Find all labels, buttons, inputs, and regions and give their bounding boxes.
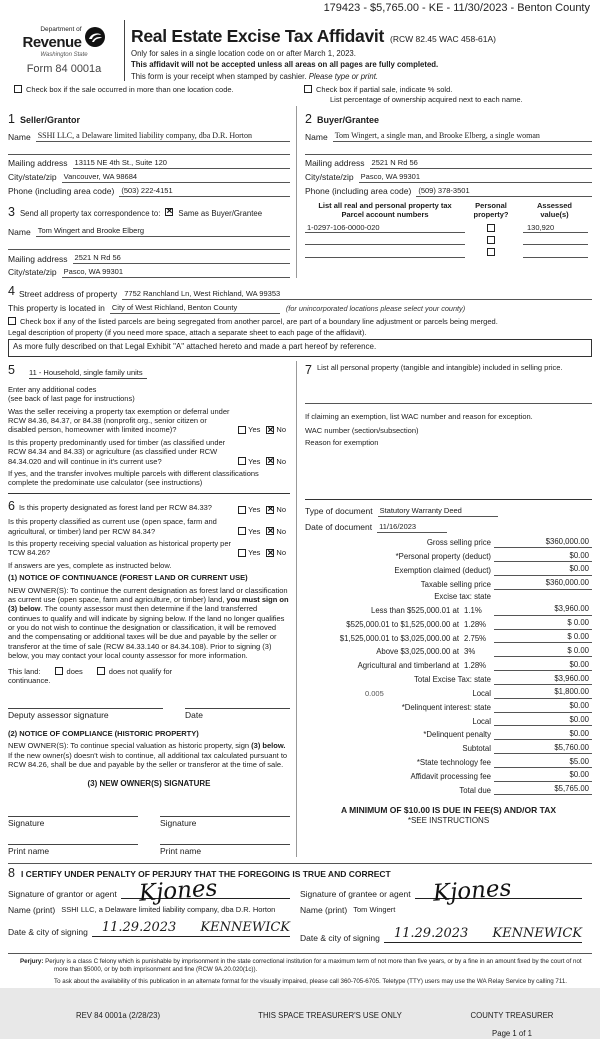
- parcel-number-field[interactable]: [305, 236, 465, 245]
- fee-table: [305, 537, 592, 796]
- doc-type-field[interactable]: Statutory Warranty Deed: [378, 506, 498, 517]
- personal-property-checkbox[interactable]: [487, 248, 495, 256]
- delinquent-interest-local-field[interactable]: $0.00: [494, 715, 592, 726]
- agricultural-rate-field[interactable]: 1.28%: [464, 661, 487, 671]
- tax-corr-mailing-label: Mailing address: [8, 253, 68, 264]
- fee-label: Taxable selling price: [420, 579, 491, 589]
- header-note-1: Only for sales in a single location code on or after March 1, 2023.: [131, 49, 356, 59]
- seller-name-field[interactable]: SSHI LLC, a Delaware limited liability company, dba D.R. Horton: [36, 131, 290, 143]
- total-excise-state-field[interactable]: $3,960.00: [494, 674, 592, 685]
- fee-label: Exemption claimed (deduct): [394, 565, 491, 575]
- doc-date-field[interactable]: 11/16/2023: [377, 522, 447, 533]
- no-label: No: [276, 456, 286, 466]
- s5-question2: Is this property predominantly used for timber (as classified under RCW 84.34 and 84.33) or agriculture (as classified under RCW 84.34.020 and will continue in it's current use?: [8, 437, 226, 466]
- partial-sale-checkbox[interactable]: [304, 85, 312, 93]
- located-in-label: This property is located in: [8, 302, 105, 313]
- fee-label: Above $3,025,000.00 at: [376, 647, 459, 657]
- seller-mailing-label: Mailing address: [8, 158, 68, 169]
- segregated-checkbox[interactable]: [8, 317, 16, 325]
- s6-q1-no-checkbox[interactable]: [266, 506, 274, 514]
- s6-q3-no-checkbox[interactable]: [266, 549, 274, 557]
- parcel-number-field[interactable]: [305, 249, 465, 258]
- exemption-claimed-field[interactable]: $0.00: [494, 564, 592, 575]
- no-label: No: [276, 504, 286, 514]
- grantee-signature: Kjones: [431, 874, 512, 907]
- exemption-label: If claiming an exemption, list WAC number and reason for exception.: [305, 411, 533, 421]
- personal-property-col-header: Personal property?: [473, 200, 509, 220]
- perjury-lead: Perjury:: [20, 958, 44, 966]
- personal-property-list-label: List all personal property (tangible and intangible) included in selling price.: [316, 363, 563, 373]
- s6-if-answers: If answers are yes, complete as instructed below.: [8, 560, 172, 570]
- fee-label: Local: [472, 716, 491, 726]
- s6-q2-yes-checkbox[interactable]: [238, 527, 246, 535]
- dor-logo: [8, 18, 120, 82]
- signature-label: Signature: [8, 818, 45, 829]
- section1-number: 1: [8, 112, 15, 127]
- signature-label: Signature: [160, 818, 197, 829]
- grantee-date-handwritten: 11.29.2023: [393, 925, 469, 941]
- county-treasurer-label: COUNTY TREASURER: [470, 1011, 554, 1021]
- header-note-3: [131, 72, 592, 82]
- parcel-col-header: List all real and personal property tax Parcel account numbers: [318, 200, 452, 220]
- personal-property-list-field[interactable]: [305, 395, 592, 404]
- tax-corr-mailing-field[interactable]: 2521 N Rd 56: [73, 253, 290, 264]
- seller-city-field[interactable]: Vancouver, WA 98684: [62, 172, 290, 183]
- form-number: Form 84 0001a: [26, 63, 102, 76]
- certify-statement: I CERTIFY UNDER PENALTY OF PERJURY THAT THE FOREGOING IS TRUE AND CORRECT: [20, 868, 391, 879]
- fee-label: *Personal property (deduct): [395, 552, 491, 562]
- s6-question3: Is this property receiving special valuation as historical property per TCW 84.26?: [8, 539, 232, 558]
- does-label: does: [66, 666, 83, 676]
- section4: [8, 284, 592, 357]
- tax-corr-city-label: City/state/zip: [8, 267, 57, 278]
- buyer-mailing-label: Mailing address: [305, 158, 365, 169]
- grantor-date-city-field[interactable]: [92, 920, 290, 937]
- section6-number: 6: [8, 498, 15, 513]
- buyer-phone-label: Phone (including area code): [305, 186, 412, 197]
- buyer-mailing-field[interactable]: 2521 N Rd 56: [370, 158, 592, 169]
- new-owner-print-name-field-1[interactable]: [8, 835, 138, 845]
- s6-question1: Is this property designated as forest land per RCW 84.33?: [18, 502, 212, 512]
- partial-sale-label: Check box if partial sale, indicate % sold.: [316, 85, 453, 95]
- deputy-assessor-label: Deputy assessor signature: [8, 710, 109, 721]
- buyer-name-label: Name: [305, 131, 328, 142]
- local-rate-value: 0.005: [365, 689, 384, 699]
- same-as-buyer-label: Same as Buyer/Grantee: [178, 208, 263, 218]
- grantor-city-handwritten: KENNEWICK: [200, 919, 290, 935]
- logo-state-text: Washington State: [40, 51, 88, 58]
- located-in-field[interactable]: City of West Richland, Benton County: [110, 303, 280, 314]
- local-excise-field[interactable]: $1,800.00: [494, 687, 592, 698]
- grantee-print-name-label: Name (print): [300, 905, 348, 916]
- affidavit-processing-fee-field[interactable]: $0.00: [494, 770, 592, 781]
- header-note-3-text: This form is your receipt when stamped by cashier.: [131, 71, 307, 81]
- section8: [8, 863, 592, 944]
- s5-q2-no-checkbox[interactable]: [266, 457, 274, 465]
- land-use-code-field[interactable]: 11 - Household, single family units: [29, 368, 147, 379]
- this-land-label: This land:: [8, 666, 41, 676]
- section7-number: 7: [305, 363, 312, 378]
- section1-title: Seller/Grantor: [19, 115, 80, 126]
- seller-name-extra-line[interactable]: [8, 146, 290, 155]
- grantor-signature-field[interactable]: [121, 874, 290, 907]
- fee-label: Agricultural and timberland at: [357, 661, 459, 671]
- notice1-body: NEW OWNER(S): To continue the current designation as forest land or classification as current use (open space, farm and agriculture, or timber) land, you must sign on (3) below. The county assessor must then determine if the land transferred continues to qualify and will indicate by signing below. If the land no longer qualifies or you do not wish to continue the designation or classification, it will be removed and the compensating or additional taxes will be due and payable by the seller or transferor at the time of sale (RCW 84.33.140 or 84.34.108). Prior to signing (3) below, you may contact your local county assessor for more information.: [8, 585, 289, 661]
- tier3-amount-field[interactable]: $ 0.00: [494, 632, 592, 643]
- header-note-2: This affidavit will not be accepted unless all areas on all pages are fully completed.: [131, 60, 439, 70]
- yes-label: Yes: [248, 504, 261, 514]
- fee-label: Subtotal: [462, 744, 491, 754]
- seller-city-label: City/state/zip: [8, 172, 57, 183]
- street-address-field[interactable]: 7752 Ranchland Ln, West Richland, WA 99353: [122, 289, 592, 300]
- grantor-signature: Kjones: [137, 874, 218, 907]
- grantor-date-city-label: Date & city of signing: [8, 926, 88, 937]
- grantee-date-city-label: Date & city of signing: [300, 932, 380, 943]
- does-not-label: does not qualify for: [108, 666, 173, 676]
- delinquent-interest-state-field[interactable]: $0.00: [494, 701, 592, 712]
- no-label: No: [276, 548, 286, 558]
- excise-tax-state-field: [494, 593, 592, 602]
- partial-sale-sublabel: List percentage of ownership acquired next to each name.: [330, 94, 523, 104]
- additional-codes-label: Enter any additional codes: [8, 384, 97, 394]
- seller-phone-label: Phone (including area code): [8, 186, 115, 197]
- grantee-date-city-field[interactable]: [384, 926, 582, 943]
- fee-label: *Delinquent interest: state: [401, 702, 491, 712]
- section4-number: 4: [8, 284, 15, 299]
- personal-property-deduct-field[interactable]: $0.00: [494, 551, 592, 562]
- wac-number-label: WAC number (section/subsection): [305, 426, 419, 436]
- land-does-not-checkbox[interactable]: [97, 667, 105, 675]
- seller-mailing-field[interactable]: 13115 NE 4th St., Suite 120: [73, 158, 290, 169]
- treasurer-use-label: THIS SPACE TREASURER'S USE ONLY: [258, 1011, 402, 1021]
- new-owner-print-name-field-2[interactable]: [160, 835, 290, 845]
- parcel-number-field[interactable]: 1-0297-106-0000-020: [305, 223, 465, 233]
- grantee-print-name-field[interactable]: Tom Wingert: [353, 905, 396, 915]
- fee-label: *Delinquent penalty: [423, 730, 491, 740]
- buyer-city-field[interactable]: Pasco, WA 99301: [359, 172, 592, 183]
- seller-name-label: Name: [8, 131, 31, 142]
- land-does-checkbox[interactable]: [55, 667, 63, 675]
- delinquent-penalty-field[interactable]: $0.00: [494, 729, 592, 740]
- tax-corr-name-label: Name: [8, 226, 31, 237]
- deputy-date-field[interactable]: [185, 699, 290, 709]
- s5-note: If yes, and the transfer involves multiple parcels with different classifications complete the predominate use calculator (see instructions): [8, 468, 259, 488]
- s5-q1-yes-checkbox[interactable]: [238, 426, 246, 434]
- fee-label: Gross selling price: [426, 538, 491, 548]
- multi-location-checkbox[interactable]: [14, 85, 22, 93]
- tax-corr-city-field[interactable]: Pasco, WA 99301: [62, 267, 290, 278]
- new-owners-signature-title: (3) NEW OWNER(S) SIGNATURE: [87, 779, 211, 789]
- tier3-rate-field[interactable]: 2.75%: [464, 633, 487, 643]
- seller-phone-field[interactable]: (503) 222-4151: [119, 186, 290, 197]
- fee-label: Excise tax: state: [434, 592, 491, 602]
- grantor-date-handwritten: 11.29.2023: [101, 919, 177, 935]
- notice2-body: NEW OWNER(S): To continue special valuation as historic property, sign (3) below. If the new owner(s) doesn't wish to continue, all additional tax calculated pursuant to RCW 84.26, shall be due and payable by the seller or transferor at the time of sale.: [8, 741, 288, 770]
- fee-label: $1,525,000.01 to $3,025,000.00 at: [339, 633, 459, 643]
- section5-number: 5: [8, 363, 15, 378]
- section3-label: Send all property tax correspondence to:: [19, 208, 161, 218]
- grantor-signature-label: Signature of grantor or agent: [8, 888, 117, 899]
- tier2-amount-field[interactable]: $ 0.00: [494, 618, 592, 629]
- grantee-signature-field[interactable]: [415, 874, 582, 907]
- tier4-amount-field[interactable]: $ 0.00: [494, 646, 592, 657]
- fee-label: Total due: [459, 785, 491, 795]
- fee-label: $525,000.01 to $1,525,000.00 at: [346, 619, 459, 629]
- fee-label: *State technology fee: [416, 758, 491, 768]
- no-label: No: [276, 526, 286, 536]
- tax-corr-name-extra-line[interactable]: [8, 241, 290, 250]
- section3-number: 3: [8, 204, 15, 219]
- personal-property-checkbox[interactable]: [487, 224, 495, 232]
- s5-q1-no-checkbox[interactable]: [266, 426, 274, 434]
- multi-location-checkbox-row: [8, 85, 300, 104]
- document-divider: [305, 499, 592, 500]
- subtotal-field[interactable]: $5,760.00: [494, 743, 592, 754]
- tier2-rate-field[interactable]: 1.28%: [464, 619, 487, 629]
- parcel-row: [305, 223, 592, 233]
- partial-sale-checkbox-row: [300, 85, 592, 104]
- s6-q2-no-checkbox[interactable]: [266, 527, 274, 535]
- print-name-label: Print name: [160, 846, 202, 857]
- section2-header: [305, 112, 592, 128]
- buyer-city-label: City/state/zip: [305, 172, 354, 183]
- parcel-row: [305, 248, 592, 257]
- rcw-reference: (RCW 82.45 WAC 458-61A): [390, 33, 496, 44]
- tier1-amount-field[interactable]: $3,960.00: [494, 604, 592, 615]
- doc-type-label: Type of document: [305, 506, 373, 517]
- continuance-label: continuance.: [8, 675, 51, 685]
- section2-title: Buyer/Grantee: [316, 115, 379, 126]
- page-number: Page 1 of 1: [492, 1029, 532, 1039]
- multi-location-label: Check box if the sale occurred in more than one location code.: [26, 85, 234, 95]
- perjury-note: [8, 953, 592, 985]
- gross-selling-price-field[interactable]: $360,000.00: [494, 537, 592, 548]
- parcel-row: [305, 236, 592, 245]
- notice2-title: (2) NOTICE OF COMPLIANCE (HISTORIC PROPERTY): [8, 728, 199, 738]
- page-title: Real Estate Excise Tax Affidavit: [131, 25, 385, 46]
- print-name-label: Print name: [8, 846, 50, 857]
- assessed-value-field[interactable]: 130,920: [523, 223, 588, 233]
- grantee-city-handwritten: KENNEWICK: [492, 925, 582, 941]
- fee-label: Less than $525,000.01 at: [370, 605, 459, 615]
- form-revision: REV 84 0001a (2/28/23): [75, 1011, 161, 1021]
- reason-exemption-label: Reason for exemption: [305, 437, 379, 447]
- tier1-rate-field[interactable]: 1.1%: [464, 605, 482, 615]
- minimum-fee-note: A MINIMUM OF $10.00 IS DUE IN FEE(S) AND/OR TAX *SEE INSTRUCTIONS: [340, 805, 557, 826]
- yes-label: Yes: [248, 425, 261, 435]
- section8-number: 8: [8, 865, 15, 880]
- buyer-phone-field[interactable]: (509) 378-3501: [416, 186, 592, 197]
- legal-description-field[interactable]: As more fully described on that Legal Exhibit "A" attached hereto and made a part hereof by reference.: [8, 339, 592, 357]
- perjury-text: Perjury is a class C felony which is punishable by imprisonment in the state correctional institution for a maximum term of not more than five years, or by a fine in an amount fixed by the court of not more than $5000, or by both imprisonment and fine (RCW 9A.20.020(1c)).: [45, 958, 582, 973]
- revenue-swirl-icon: [84, 26, 106, 50]
- section5-divider: [8, 493, 290, 494]
- s5-question1: Was the seller receiving a property tax exemption or deferral under RCW 84.36, 84.37, or 84.38 (nonprofit org., senior citizen or disabled person, homeowner with limited income)?: [8, 406, 230, 435]
- section1-header: [8, 112, 290, 128]
- logo-dept-text: Department of: [40, 25, 82, 33]
- section2-number: 2: [305, 112, 312, 127]
- buyer-name-extra-line[interactable]: [305, 146, 592, 155]
- accessibility-note: To ask about the availability of this publication in an alternate format for the visually impaired, please call 360-705-6705. Teletype (TTY) users may use the WA Relay Service by calling 711.: [54, 977, 568, 985]
- additional-codes-note: (see back of last page for instructions): [8, 394, 135, 404]
- state-technology-fee-field[interactable]: $5.00: [494, 757, 592, 768]
- agricultural-amount-field[interactable]: $0.00: [494, 660, 592, 671]
- assessed-value-field[interactable]: [523, 236, 588, 245]
- header-divider: [124, 20, 125, 82]
- header-note-3-italic: Please type or print.: [308, 71, 379, 81]
- form-header: [8, 18, 592, 82]
- assessed-value-col-header: Assessed value(s): [536, 200, 573, 220]
- new-owner-signature-field-2[interactable]: [160, 807, 290, 817]
- yes-label: Yes: [248, 548, 261, 558]
- grantee-signature-label: Signature of grantee or agent: [300, 888, 411, 899]
- buyer-name-field[interactable]: Tom Wingert, a single man, and Brooke Elberg, a single woman: [333, 131, 592, 143]
- fee-label: Local: [472, 688, 491, 698]
- street-address-label: Street address of property: [18, 289, 118, 300]
- s5-q2-yes-checkbox[interactable]: [238, 457, 246, 465]
- s6-question2: Is this property classified as current use (open space, farm and agricultural, or timber) land per RCW 84.34?: [8, 517, 217, 536]
- total-due-field[interactable]: $5,765.00: [494, 784, 592, 795]
- logo-revenue-text: Revenue: [22, 33, 82, 51]
- s6-q3-yes-checkbox[interactable]: [238, 549, 246, 557]
- yes-label: Yes: [248, 456, 261, 466]
- page-footer: [8, 1011, 592, 1038]
- tier4-rate-field[interactable]: 3%: [464, 647, 476, 657]
- no-label: No: [276, 425, 286, 435]
- personal-property-checkbox[interactable]: [487, 236, 495, 244]
- located-in-note: (for unincorporated locations please select your county): [285, 304, 466, 314]
- segregated-label: Check box if any of the listed parcels are being segregated from another parcel, are part of a boundary line adjustment or parcels being merged.: [20, 316, 498, 326]
- notice1-title: (1) NOTICE OF CONTINUANCE (FOREST LAND OR CURRENT USE): [8, 573, 248, 583]
- fee-label: Affidavit processing fee: [410, 771, 491, 781]
- parcel-table: [305, 201, 592, 258]
- grantor-print-name-label: Name (print): [8, 905, 56, 916]
- section3-header: [8, 205, 290, 221]
- tax-corr-name-field[interactable]: Tom Wingert and Brooke Elberg: [36, 226, 290, 237]
- yes-label: Yes: [248, 526, 261, 536]
- taxable-selling-price-field[interactable]: $360,000.00: [494, 578, 592, 589]
- assessed-value-field[interactable]: [523, 249, 588, 258]
- treasurer-stamp: 179423 - $5,765.00 - KE - 11/30/2023 - Benton County: [323, 2, 590, 14]
- deputy-date-label: Date: [185, 710, 203, 721]
- s6-q1-yes-checkbox[interactable]: [238, 506, 246, 514]
- deputy-assessor-signature-field[interactable]: [8, 699, 163, 709]
- new-owner-signature-field-1[interactable]: [8, 807, 138, 817]
- doc-date-label: Date of document: [305, 522, 373, 533]
- grantor-print-name-field[interactable]: SSHI LLC, a Delaware limited liability company, dba D.R. Horton: [61, 905, 276, 915]
- same-as-buyer-checkbox[interactable]: [165, 208, 173, 216]
- legal-description-label: Legal description of property (if you need more space, attach a separate sheet to each page of the affidavit).: [8, 327, 367, 337]
- fee-label: Total Excise Tax: state: [414, 675, 491, 685]
